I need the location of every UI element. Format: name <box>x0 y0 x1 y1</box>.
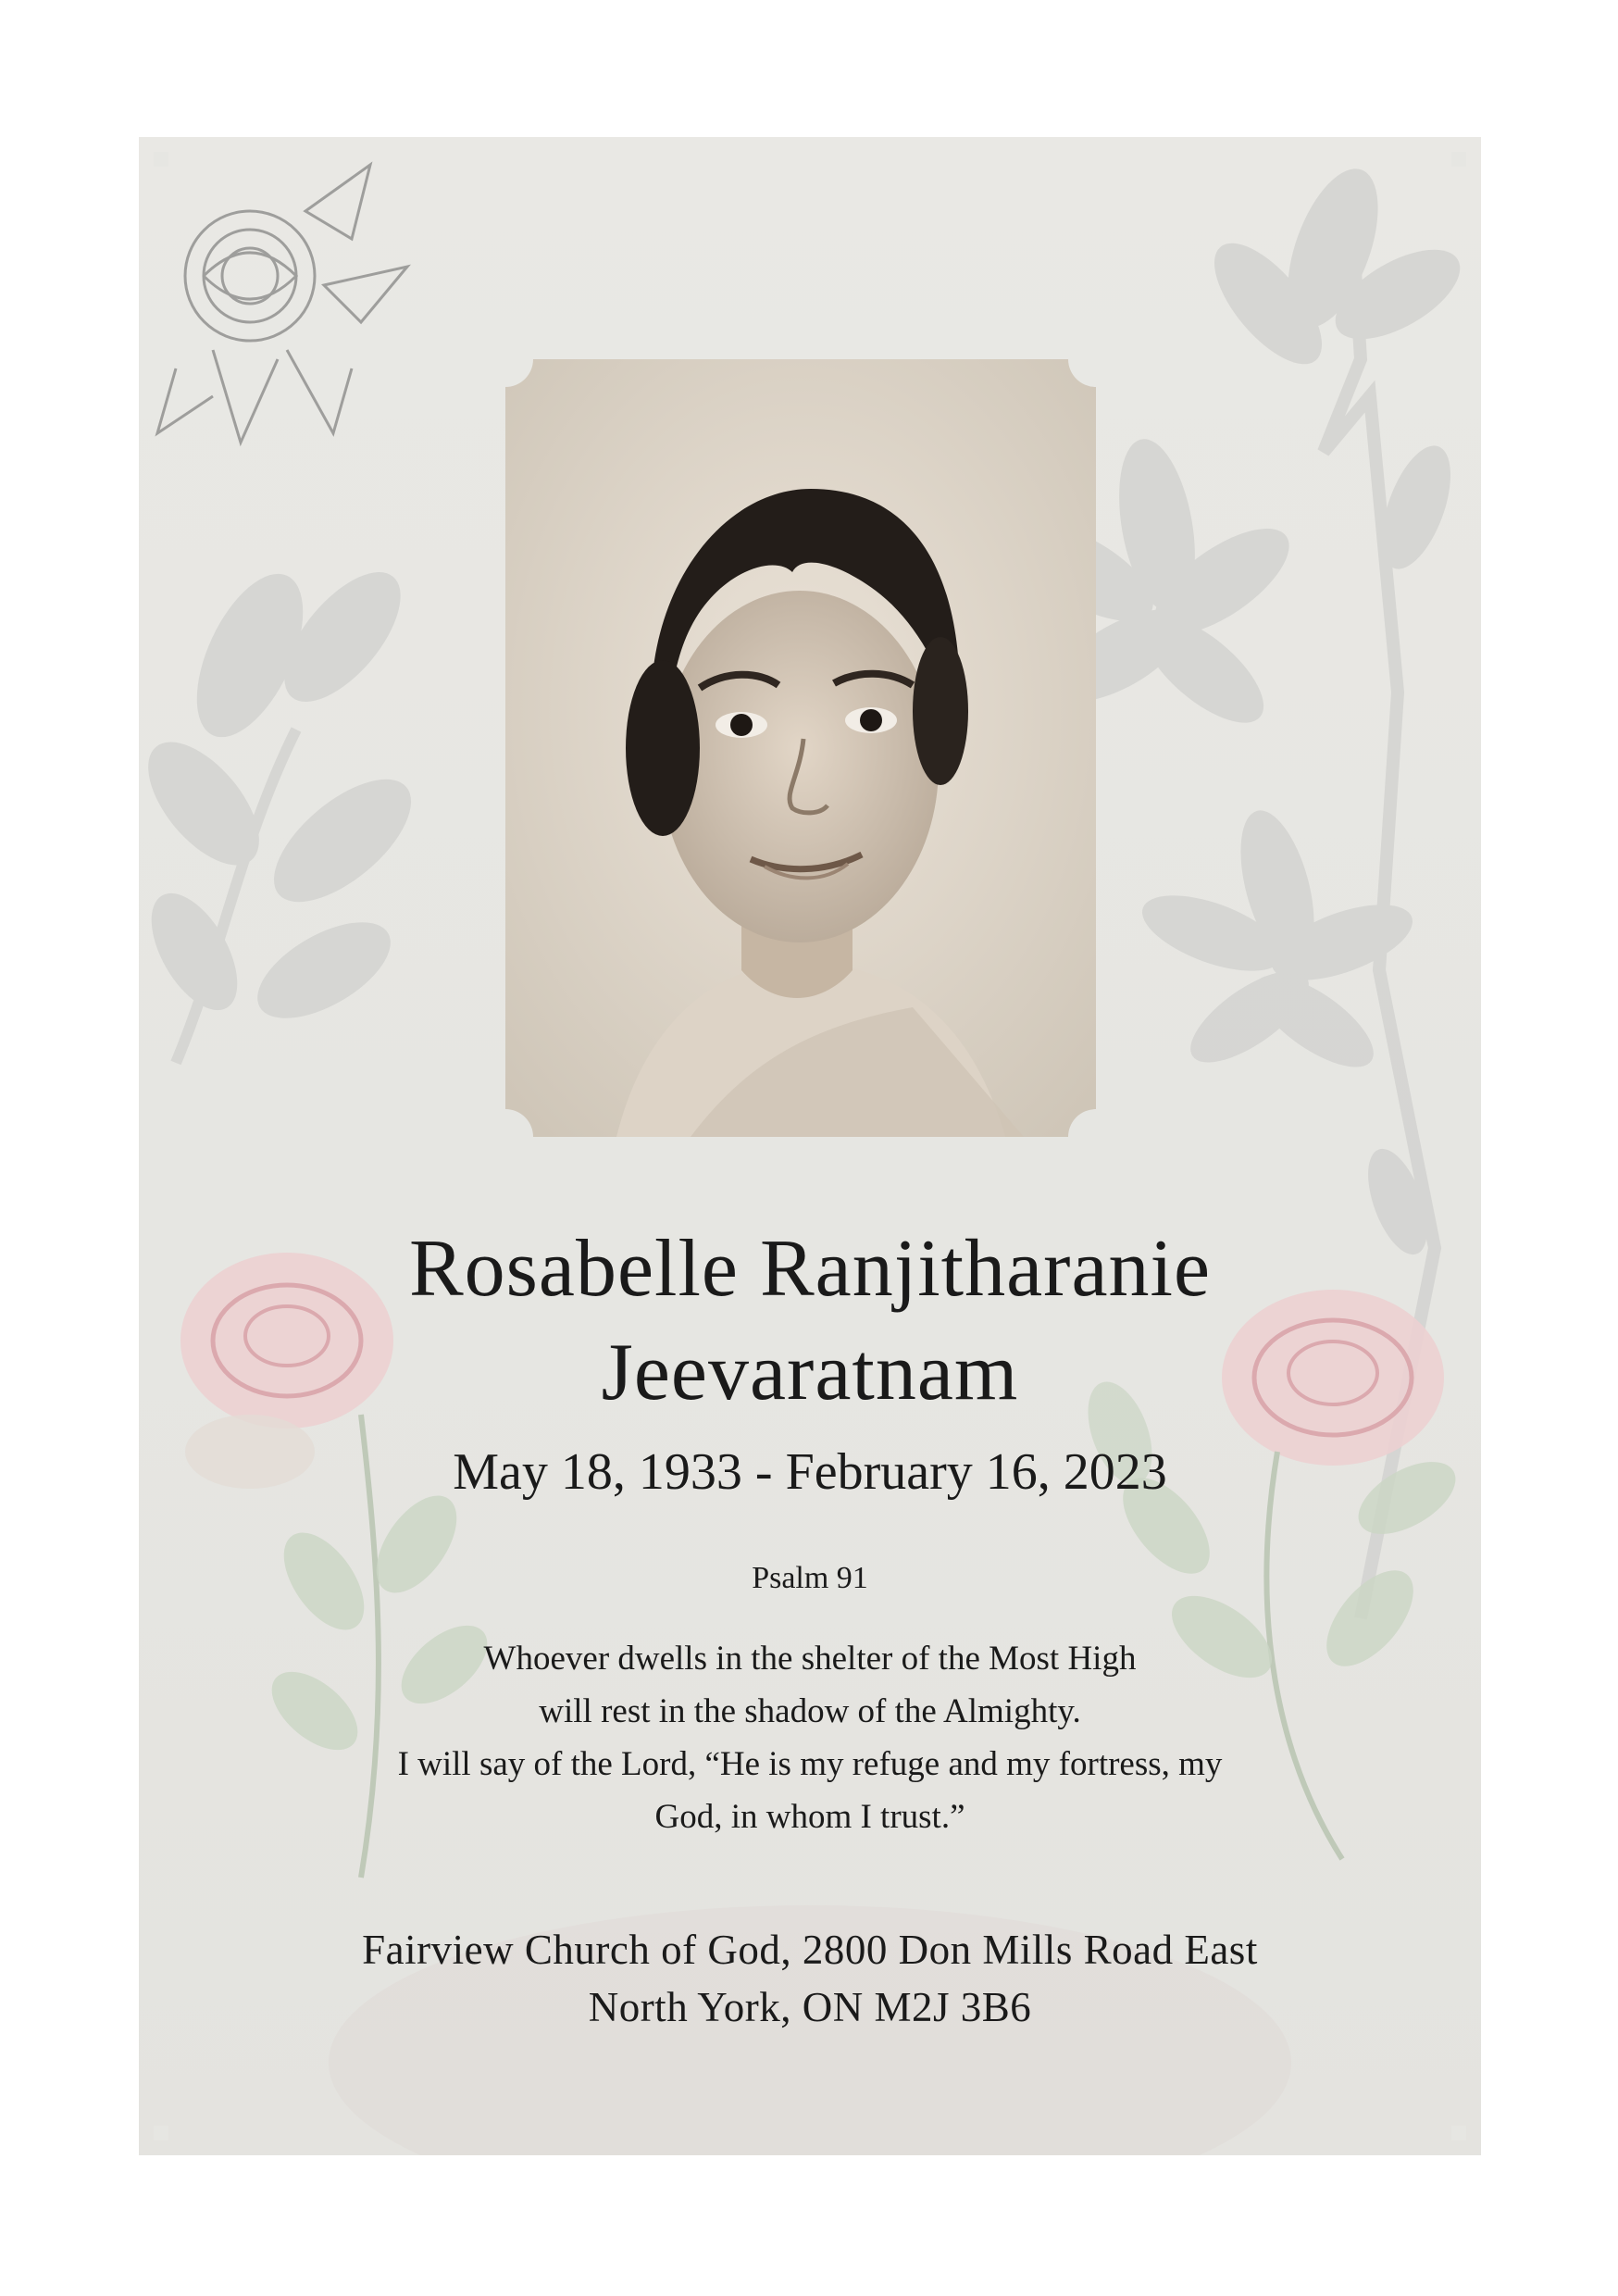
address-line-2: North York, ON M2J 3B6 <box>588 1984 1032 2030</box>
verse-line: God, in whom I trust.” <box>654 1798 965 1836</box>
gray-leaf-branch <box>139 553 431 1063</box>
verse-line: will rest in the shadow of the Almighty. <box>539 1692 1081 1730</box>
service-address <box>139 1921 1481 2036</box>
corner-notch-tr <box>1451 152 1466 167</box>
name-line-2: Jeevaratnam <box>601 1328 1019 1417</box>
deceased-name <box>139 1217 1481 1425</box>
corner-notch-bl <box>154 2126 168 2140</box>
psalm-verse <box>139 1632 1481 1843</box>
name-line-1: Rosabelle Ranjitharanie <box>408 1224 1212 1314</box>
life-dates: May 18, 1933 - February 16, 2023 <box>453 1443 1167 1501</box>
corner-notch-br <box>1451 2126 1466 2140</box>
sketch-rose-top-left <box>157 165 407 443</box>
verse-line: I will say of the Lord, “He is my refuge and my fortress, my <box>397 1745 1223 1783</box>
psalm-title: Psalm 91 <box>752 1561 868 1595</box>
verse-line: Whoever dwells in the shelter of the Most High <box>483 1640 1137 1678</box>
portrait-photo <box>505 359 1096 1137</box>
address-line-1: Fairview Church of God, 2800 Don Mills Road East <box>362 1927 1258 1973</box>
corner-notch-tl <box>154 152 168 167</box>
